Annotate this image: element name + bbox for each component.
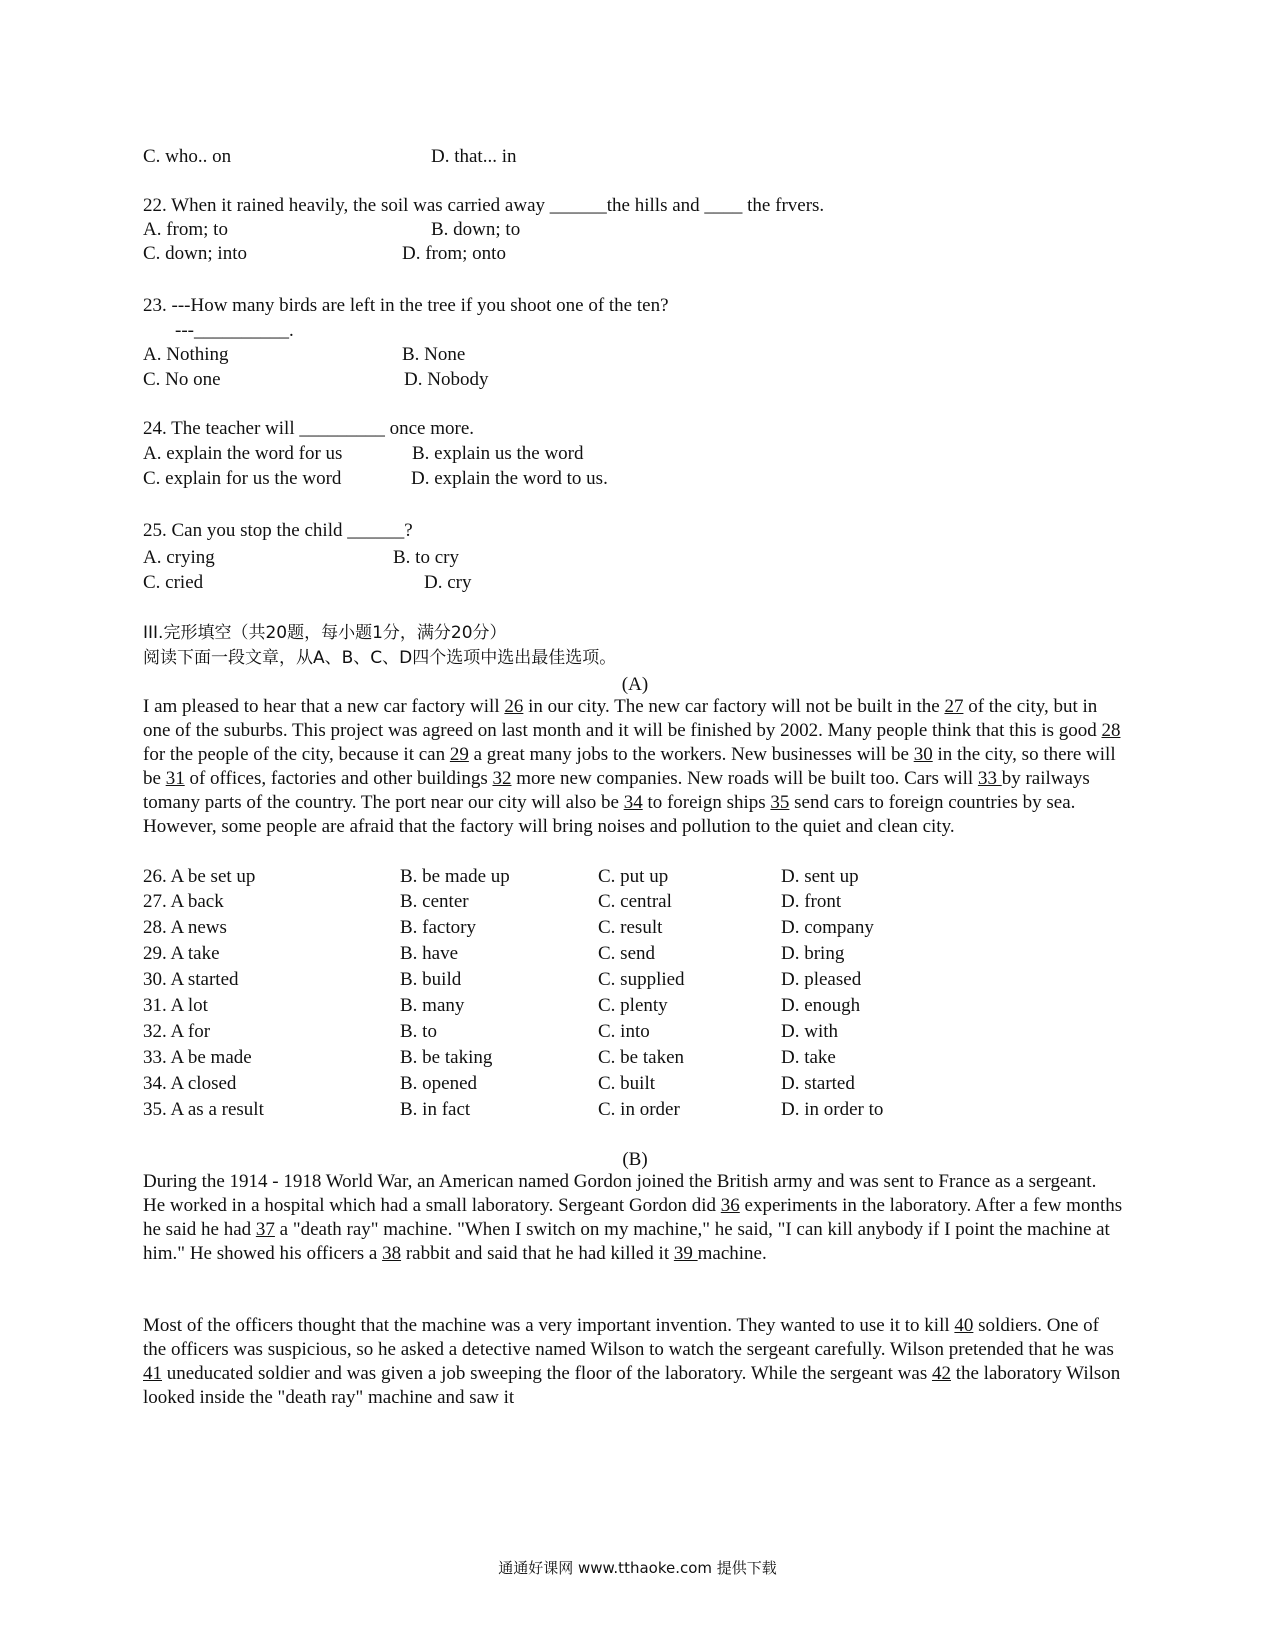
q25-option-b: B. to cry: [393, 547, 459, 568]
blank-37: 37: [255, 1219, 275, 1240]
option-q: 30. A started: [143, 969, 239, 990]
q22-option-d: D. from; onto: [402, 243, 506, 264]
option-b: B. have: [400, 943, 459, 964]
option-b: B. factory: [400, 917, 476, 938]
option-b: B. be made up: [400, 866, 510, 887]
option-d: D. with: [781, 1021, 838, 1042]
option-d: D. started: [781, 1073, 855, 1094]
option-d: D. company: [781, 917, 874, 938]
option-q: 27. A back: [143, 891, 224, 912]
page-footer: 通通好课网 www.tthaoke.com 提供下载: [498, 1559, 777, 1577]
blank-40: 40: [954, 1315, 974, 1336]
option-d: D. take: [781, 1047, 836, 1068]
option-d: D. sent up: [781, 866, 859, 887]
blank-42: 42: [931, 1363, 951, 1384]
option-q: 29. A take: [143, 943, 220, 964]
q25-option-d: D. cry: [424, 572, 472, 593]
option-c: C. in order: [598, 1099, 680, 1120]
q23-stem: 23. ---How many birds are left in the tree if you shoot one of the ten?: [143, 295, 669, 316]
blank-29: 29: [449, 744, 469, 765]
q25-option-a: A. crying: [143, 547, 215, 568]
blank-30: 30: [913, 744, 933, 765]
option-c: C. supplied: [598, 969, 685, 990]
passage-b-label: (B): [622, 1149, 648, 1170]
passage-a-text: I am pleased to hear that a new car factory will 26 in our city. The new car factory will not be built in the 27 of the city, but in one of the suburbs. This project was agreed on last month and it will be finished by 2002. Many people think that this is good 28 for the people of the city, because it can 29 a great many jobs to the workers. New businesses will be 30 in the city, so there will be 31 of offices, factories and other buildings 32 more new companies. New roads will be built too. Cars will 33 by railways tomany parts of the country. The port near our city will also be 34 to foreign ships 35 send cars to foreign countries by sea. However, some people are afraid that the factory will bring noises and pollution to the quiet and clean city.: [143, 696, 1121, 837]
q23-answer-blank: ---__________.: [175, 320, 294, 341]
option-c: C. send: [598, 943, 655, 964]
option-b: B. build: [400, 969, 462, 990]
option-d: D. front: [781, 891, 842, 912]
q25-option-c: C. cried: [143, 572, 204, 593]
q22-stem: 22. When it rained heavily, the soil was carried away ______the hills and ____ the frvers.: [143, 195, 825, 216]
option-c: C. be taken: [598, 1047, 685, 1068]
passage-b-paragraph-1: During the 1914 - 1918 World War, an American named Gordon joined the British army and was sent to France as a sergeant. He worked in a hospital which had a small laboratory. Sergeant Gordon did 36 experiments in the laboratory. After a few months he said he had 37 a "death ray" machine. "When I switch on my machine," he said, "I can kill anybody if I point the machine at him." He showed his officers a 38 rabbit and said that he had killed it 39 machine.: [143, 1171, 1123, 1264]
option-q: 31. A lot: [143, 995, 208, 1016]
blank-26: 26: [504, 696, 524, 717]
option-b: B. opened: [400, 1073, 478, 1094]
q21-option-d: D. that... in: [431, 146, 517, 167]
q21-option-c: C. who.. on: [143, 146, 232, 167]
q23-option-d: D. Nobody: [404, 369, 489, 390]
section-instruction: 阅读下面一段文章，从A、B、C、D四个选项中选出最佳选项。: [143, 648, 617, 668]
q24-stem: 24. The teacher will _________ once more.: [143, 418, 474, 439]
option-b: B. to: [400, 1021, 437, 1042]
q23-option-a: A. Nothing: [143, 344, 229, 365]
q24-option-a: A. explain the word for us: [143, 443, 343, 464]
option-c: C. put up: [598, 866, 669, 887]
option-b: B. be taking: [400, 1047, 493, 1068]
option-q: 34. A closed: [143, 1073, 237, 1094]
blank-36: 36: [720, 1195, 740, 1216]
option-d: D. bring: [781, 943, 845, 964]
blank-28: 28: [1101, 720, 1121, 741]
option-c: C. into: [598, 1021, 650, 1042]
option-d: D. pleased: [781, 969, 862, 990]
q22-option-a: A. from; to: [143, 219, 228, 240]
blank-38: 38: [382, 1243, 402, 1264]
q22-option-c: C. down; into: [143, 243, 247, 264]
q22-option-b: B. down; to: [431, 219, 521, 240]
option-q: 26. A be set up: [143, 866, 256, 887]
option-d: D. in order to: [781, 1099, 884, 1120]
option-c: C. central: [598, 891, 672, 912]
blank-39: 39: [673, 1243, 698, 1264]
blank-31: 31: [165, 768, 185, 789]
blank-34: 34: [623, 792, 643, 813]
blank-27: 27: [944, 696, 964, 717]
option-d: D. enough: [781, 995, 861, 1016]
q24-option-b: B. explain us the word: [412, 443, 584, 464]
q23-option-b: B. None: [402, 344, 466, 365]
option-b: B. many: [400, 995, 465, 1016]
option-q: 33. A be made: [143, 1047, 252, 1068]
option-b: B. in fact: [400, 1099, 471, 1120]
option-c: C. plenty: [598, 995, 668, 1016]
option-c: C. result: [598, 917, 663, 938]
q24-option-c: C. explain for us the word: [143, 468, 342, 489]
blank-41: 41: [143, 1363, 162, 1384]
passage-a-label: (A): [621, 674, 649, 695]
blank-33: 33: [977, 768, 1002, 789]
option-c: C. built: [598, 1073, 656, 1094]
blank-32: 32: [492, 768, 512, 789]
section-title: III.完形填空（共20题，每小题1分，满分20分）: [143, 623, 507, 643]
option-b: B. center: [400, 891, 469, 912]
option-q: 35. A as a result: [143, 1099, 264, 1120]
option-q: 32. A for: [143, 1021, 211, 1042]
q25-stem: 25. Can you stop the child ______?: [143, 520, 413, 541]
blank-35: 35: [770, 792, 790, 813]
q24-option-d: D. explain the word to us.: [411, 468, 608, 489]
option-q: 28. A news: [143, 917, 227, 938]
q23-option-c: C. No one: [143, 369, 221, 390]
passage-b-paragraph-2: Most of the officers thought that the machine was a very important invention. They wanted to use it to kill 40 soldiers. One of the officers was suspicious, so he asked a detective named Wilson to watch the sergeant carefully. Wilson pretended that he was 41 uneducated soldier and was given a job sweeping the floor of the laboratory. While the sergeant was 42 the laboratory Wilson looked inside the "death ray" machine and saw it: [143, 1315, 1121, 1408]
